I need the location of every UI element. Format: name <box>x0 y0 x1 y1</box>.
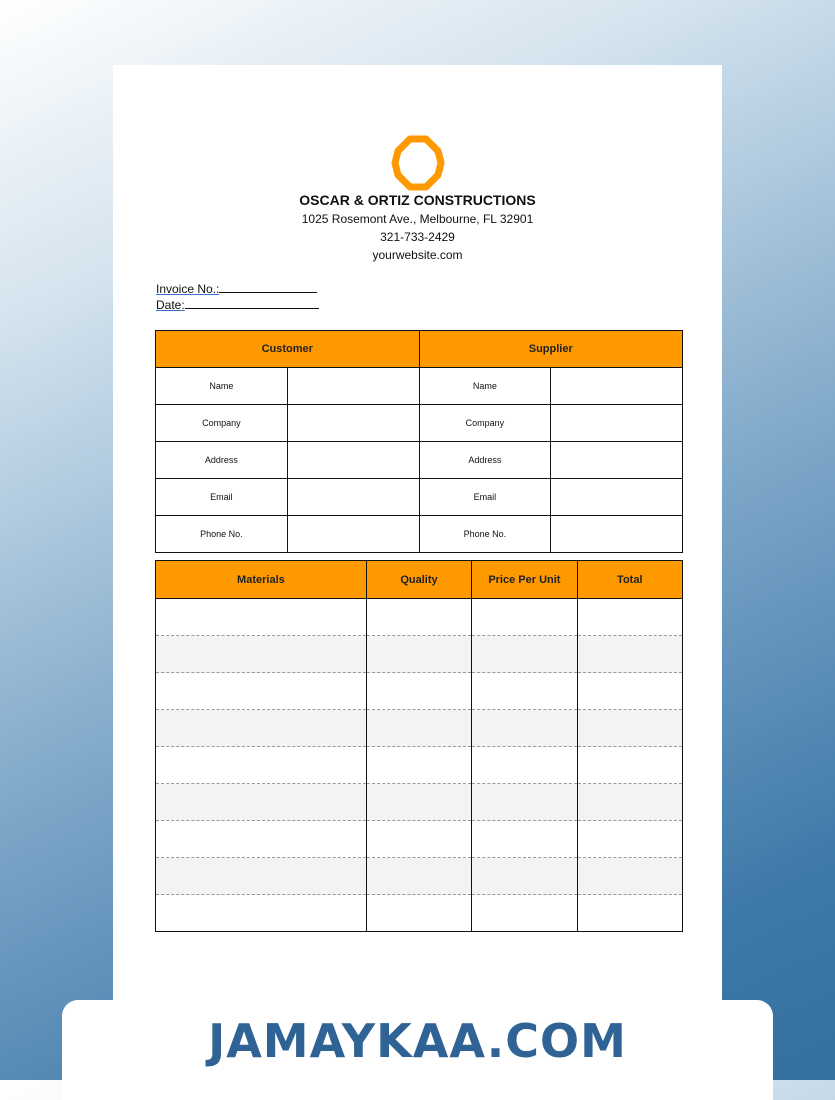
total-cell[interactable] <box>577 858 682 895</box>
table-row <box>156 858 683 895</box>
price-cell[interactable] <box>472 636 577 673</box>
table-row <box>156 405 683 442</box>
table-row <box>156 368 683 405</box>
invoice-date-field[interactable] <box>185 297 319 309</box>
invoice-date-label: Date: <box>156 298 185 312</box>
quality-cell[interactable] <box>366 710 471 747</box>
table-row <box>156 821 683 858</box>
supplier-field-value[interactable] <box>551 516 683 553</box>
invoice-number-field[interactable] <box>219 281 317 293</box>
materials-header: Materials <box>156 561 367 599</box>
supplier-field-value[interactable] <box>551 368 683 405</box>
material-cell[interactable] <box>156 747 367 784</box>
total-cell[interactable] <box>577 821 682 858</box>
customer-header: Customer <box>156 331 420 368</box>
material-cell[interactable] <box>156 673 367 710</box>
price-per-unit-header: Price Per Unit <box>472 561 577 599</box>
table-row <box>156 747 683 784</box>
invoice-number-row <box>156 281 317 296</box>
supplier-field-label: Company <box>419 405 551 442</box>
price-cell[interactable] <box>472 599 577 636</box>
price-cell[interactable] <box>472 895 577 932</box>
material-cell[interactable] <box>156 895 367 932</box>
supplier-field-value[interactable] <box>551 442 683 479</box>
price-cell[interactable] <box>472 673 577 710</box>
table-row <box>156 516 683 553</box>
price-cell[interactable] <box>472 784 577 821</box>
material-cell[interactable] <box>156 636 367 673</box>
price-cell[interactable] <box>472 710 577 747</box>
total-cell[interactable] <box>577 895 682 932</box>
table-row <box>156 710 683 747</box>
supplier-field-label: Email <box>419 479 551 516</box>
table-row <box>156 599 683 636</box>
total-cell[interactable] <box>577 747 682 784</box>
customer-field-value[interactable] <box>287 442 419 479</box>
quality-cell[interactable] <box>366 599 471 636</box>
customer-field-label: Name <box>156 368 288 405</box>
customer-field-label: Phone No. <box>156 516 288 553</box>
customer-field-value[interactable] <box>287 405 419 442</box>
quality-cell[interactable] <box>366 821 471 858</box>
quality-cell[interactable] <box>366 858 471 895</box>
supplier-field-value[interactable] <box>551 479 683 516</box>
company-name: OSCAR & ORTIZ CONSTRUCTIONS <box>299 192 536 208</box>
price-cell[interactable] <box>472 858 577 895</box>
total-cell[interactable] <box>577 636 682 673</box>
quality-cell[interactable] <box>366 673 471 710</box>
table-row <box>156 895 683 932</box>
customer-field-label: Email <box>156 479 288 516</box>
company-address: 1025 Rosemont Ave., Melbourne, FL 32901 <box>301 212 534 226</box>
supplier-field-label: Name <box>419 368 551 405</box>
table-row <box>156 784 683 821</box>
quality-cell[interactable] <box>366 636 471 673</box>
watermark-banner <box>62 1000 773 1100</box>
price-cell[interactable] <box>472 821 577 858</box>
supplier-field-value[interactable] <box>551 405 683 442</box>
total-cell[interactable] <box>577 710 682 747</box>
material-cell[interactable] <box>156 599 367 636</box>
materials-body <box>156 599 683 932</box>
quality-header: Quality <box>366 561 471 599</box>
material-cell[interactable] <box>156 710 367 747</box>
total-cell[interactable] <box>577 599 682 636</box>
total-cell[interactable] <box>577 673 682 710</box>
supplier-field-label: Phone No. <box>419 516 551 553</box>
invoice-date-row <box>156 297 319 312</box>
price-cell[interactable] <box>472 747 577 784</box>
invoice-number-label: Invoice No.: <box>156 282 220 296</box>
invoice-paper <box>113 65 722 1025</box>
supplier-header: Supplier <box>419 331 683 368</box>
quality-cell[interactable] <box>366 895 471 932</box>
supplier-field-label: Address <box>419 442 551 479</box>
watermark-text: JAMAYKAA.COM <box>208 1014 627 1068</box>
octagon-ring-icon <box>389 134 447 192</box>
customer-field-label: Company <box>156 405 288 442</box>
material-cell[interactable] <box>156 821 367 858</box>
customer-supplier-table <box>155 330 683 553</box>
quality-cell[interactable] <box>366 747 471 784</box>
customer-field-label: Address <box>156 442 288 479</box>
quality-cell[interactable] <box>366 784 471 821</box>
material-cell[interactable] <box>156 784 367 821</box>
total-cell[interactable] <box>577 784 682 821</box>
customer-field-value[interactable] <box>287 516 419 553</box>
table-row <box>156 479 683 516</box>
customer-field-value[interactable] <box>287 368 419 405</box>
total-header: Total <box>577 561 682 599</box>
company-website: yourwebsite.com <box>372 248 463 262</box>
table-row <box>156 636 683 673</box>
materials-table <box>155 560 683 932</box>
table-row <box>156 442 683 479</box>
material-cell[interactable] <box>156 858 367 895</box>
customer-field-value[interactable] <box>287 479 419 516</box>
company-phone: 321-733-2429 <box>380 230 455 244</box>
table-row <box>156 673 683 710</box>
